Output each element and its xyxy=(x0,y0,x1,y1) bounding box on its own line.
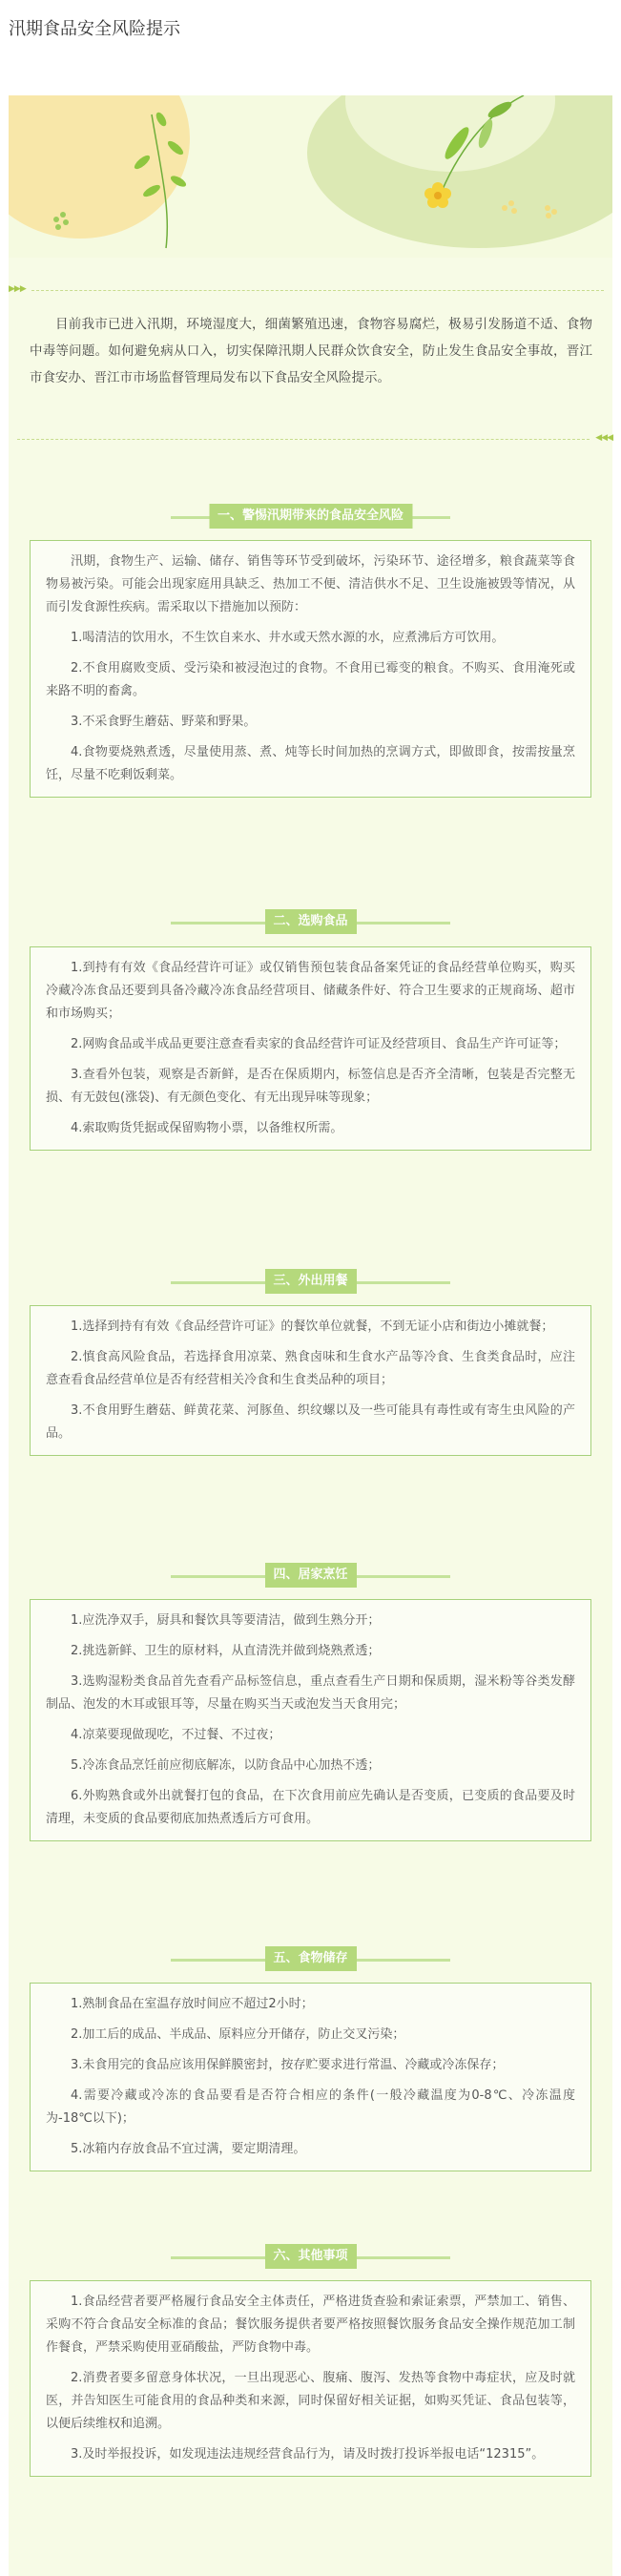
leaf-icon xyxy=(486,99,513,121)
section-paragraph: 3.未食用完的食品应该用保鲜膜密封，按存贮要求进行常温、冷藏或冷冻保存； xyxy=(71,2058,505,2072)
section-paragraph: 3.查看外包装，观察是否新鲜，是否在保质期内，标签信息是否齐全清晰，包装是否完整无损、有无鼓包(涨袋)、有无颜色变化、有无出现异味等现象； xyxy=(46,1068,575,1105)
section-paragraph: 3.及时举报投诉，如发现违法违规经营食品行为，请及时拨打投诉举报电话“12315”。 xyxy=(71,2447,545,2462)
section-paragraph: 3.不采食野生蘑菇、野菜和野果。 xyxy=(71,715,257,729)
section-paragraph: 1.喝清洁的饮用水，不生饮自来水、井水或天然水源的水，应煮沸后方可饮用。 xyxy=(71,631,505,645)
section-box xyxy=(30,2280,591,2477)
section-heading xyxy=(9,2244,612,2269)
section-box xyxy=(30,540,591,798)
section-paragraph: 3.不食用野生蘑菇、鲜黄花菜、河豚鱼、织纹螺以及一些可能具有毒性或有寄生虫风险的产品。 xyxy=(46,1403,575,1441)
section-paragraph: 2.不食用腐败变质、受污染和被浸泡过的食物。不食用已霉变的粮食。不购买、食用淹死或来路不明的畜禽。 xyxy=(46,661,575,698)
section-title: 五、食物储存 xyxy=(264,1946,356,1971)
section-title: 四、居家烹饪 xyxy=(264,1563,356,1588)
section-paragraph: 1.食品经营者要严格履行食品安全主体责任，严格进货查验和索证索票，严禁加工、销售、采购不符合食品安全标准的食品；餐饮服务提供者要严格按照餐饮服务食品安全操作规范加工制作餐食，严禁采购使用亚硝酸盐，严防食物中毒。 xyxy=(46,2295,575,2355)
banner-plant-illustration xyxy=(9,95,612,258)
section-paragraph: 1.选择到持有有效《食品经营许可证》的餐饮单位就餐，不到无证小店和街边小摊就餐； xyxy=(71,1319,554,1334)
section-paragraph: 汛期，食物生产、运输、储存、销售等环节受到破坏，污染环节、途径增多，粮食蔬菜等食物易被污染。可能会出现家庭用具缺乏、热加工不便、清洁供水不足、卫生设施被毁等情况，从而引发食源性疾病。需采取以下措施加以预防： xyxy=(46,554,575,614)
divider-arrows-top: ▶▶▶ xyxy=(9,284,26,294)
section-paragraph: 2.加工后的成品、半成品、原料应分开储存，防止交叉污染； xyxy=(71,2027,405,2042)
section-box xyxy=(30,1599,591,1841)
divider-arrows-bottom: ◀◀◀ xyxy=(595,433,612,443)
section-paragraph: 1.应洗净双手，厨具和餐饮具等要清洁，做到生熟分开； xyxy=(71,1613,381,1628)
section-title: 三、外出用餐 xyxy=(264,1269,356,1294)
section-paragraph: 2.网购食品或半成品更要注意查看卖家的食品经营许可证及经营项目、食品生产许可证等； xyxy=(71,1037,567,1051)
article-body xyxy=(9,258,612,2576)
section-heading xyxy=(9,1946,612,1971)
section-box xyxy=(30,946,591,1151)
section-heading xyxy=(9,909,612,934)
section-paragraph: 4.食物要烧熟煮透，尽量使用蒸、煮、炖等长时间加热的烹调方式，即做即食，按需按量烹饪，尽量不吃剩饭剩菜。 xyxy=(46,745,575,782)
section-paragraph: 2.慎食高风险食品，若选择食用凉菜、熟食卤味和生食水产品等冷食、生食类食品时，应注意查看食品经营单位是否有经营相关冷食和生食类品种的项目； xyxy=(46,1350,575,1387)
section-title: 六、其他事项 xyxy=(264,2244,356,2269)
section-paragraph: 3.选购湿粉类食品首先查看产品标签信息，重点查看生产日期和保质期，湿米粉等谷类发酵制品、泡发的木耳或银耳等，尽量在购买当天或泡发当天食用完； xyxy=(46,1674,575,1712)
section-title: 二、选购食品 xyxy=(264,909,356,934)
header-banner xyxy=(9,95,612,258)
section-paragraph: 4.需要冷藏或冷冻的食品要看是否符合相应的条件(一般冷藏温度为0-8℃、冷冻温度为-18℃以下)； xyxy=(46,2088,575,2126)
section-heading xyxy=(9,1269,612,1294)
section-box xyxy=(30,1983,591,2171)
leaf-icon xyxy=(166,139,185,157)
section-heading xyxy=(9,504,612,529)
section-paragraph: 4.凉菜要现做现吃，不过餐、不过夜； xyxy=(71,1728,281,1742)
section-heading xyxy=(9,1563,612,1588)
leaf-icon xyxy=(133,154,152,172)
section-paragraph: 5.冰箱内存放食品不宜过满，要定期清理。 xyxy=(71,2142,306,2156)
leaf-icon xyxy=(169,174,188,189)
section-paragraph: 6.外购熟食或外出就餐打包的食品，在下次食用前应先确认是否变质，已变质的食品要及时清理，未变质的食品要彻底加热煮透后方可食用。 xyxy=(46,1789,575,1826)
section-box xyxy=(30,1305,591,1456)
leaf-icon xyxy=(442,124,473,162)
section-paragraph: 4.索取购货凭据或保留购物小票，以备维权所需。 xyxy=(71,1121,343,1135)
section-paragraph: 1.到持有有效《食品经营许可证》或仅销售预包装食品备案凭证的食品经营单位购买，购买冷藏冷冻食品还要到具备冷藏冷冻食品经营项目、储藏条件好、符合卫生要求的正规商场、超市和市场购买； xyxy=(46,961,575,1021)
leaf-icon xyxy=(155,111,169,128)
flower-icon xyxy=(424,182,451,208)
section-title: 一、警惕汛期带来的食品安全风险 xyxy=(209,504,412,529)
leaf-icon xyxy=(141,183,161,199)
section-paragraph: 1.熟制食品在室温存放时间应不超过2小时； xyxy=(71,1997,314,2011)
page-title: 汛期食品安全风险提示 xyxy=(9,19,180,39)
section-paragraph: 2.消费者要多留意身体状况，一旦出现恶心、腹痛、腹泻、发热等食物中毒症状，应及时就医，并告知医生可能食用的食品种类和来源，同时保留好相关证据，如购买凭证、食品包装等，以便后续维权和追溯。 xyxy=(46,2371,575,2431)
intro-paragraph: 目前我市已进入汛期，环境湿度大，细菌繁殖迅速，食物容易腐烂，极易引发肠道不适、食物中毒等问题。如何避免病从口入，切实保障汛期人民群众饮食安全，防止发生食品安全事故，晋江市食安办、晋江市市场监督管理局发布以下食品安全风险提示。 xyxy=(30,317,592,385)
section-paragraph: 2.挑选新鲜、卫生的原材料，从直清洗并做到烧熟煮透； xyxy=(71,1644,381,1658)
section-paragraph: 5.冷冻食品烹饪前应彻底解冻，以防食品中心加热不透； xyxy=(71,1758,381,1773)
